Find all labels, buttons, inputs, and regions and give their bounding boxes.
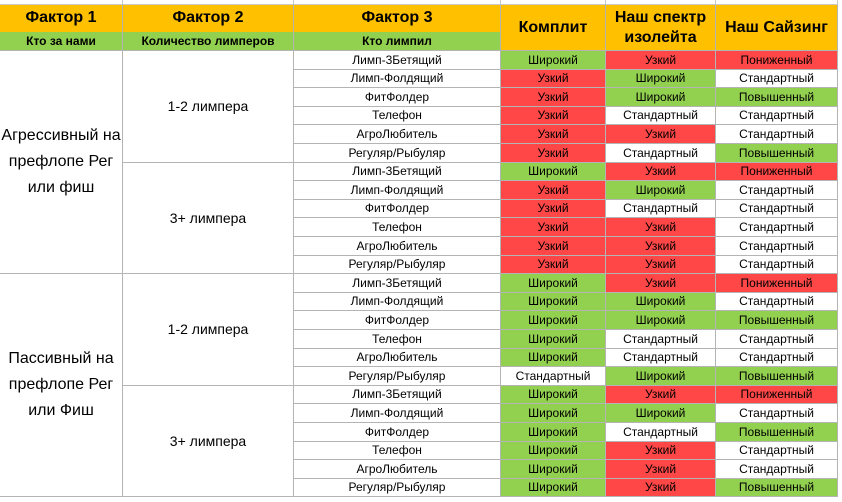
komplit-cell[interactable]: Широкий bbox=[501, 311, 606, 330]
sizing-cell[interactable]: Стандартный bbox=[716, 349, 838, 368]
sizing-cell[interactable]: Стандартный bbox=[716, 256, 838, 275]
factor-3-cell[interactable]: ФитФолдер bbox=[294, 88, 501, 107]
spektr-cell[interactable]: Широкий bbox=[606, 88, 716, 107]
sizing-cell[interactable]: Пониженный bbox=[716, 386, 838, 405]
spektr-cell[interactable]: Узкий bbox=[606, 163, 716, 182]
komplit-cell[interactable]: Широкий bbox=[501, 442, 606, 461]
factor-3-cell[interactable]: Телефон bbox=[294, 330, 501, 349]
komplit-cell[interactable]: Широкий bbox=[501, 404, 606, 423]
komplit-cell[interactable]: Широкий bbox=[501, 386, 606, 405]
factor-3-cell[interactable]: АгроЛюбитель bbox=[294, 460, 501, 479]
header-komplit[interactable]: Комплит bbox=[501, 5, 606, 51]
komplit-cell[interactable]: Узкий bbox=[501, 125, 606, 144]
factor-1-cell[interactable]: Пассивный на префлопе Рег или Фиш bbox=[0, 274, 123, 497]
factor-3-cell[interactable]: Лимп-3Бетящий bbox=[294, 163, 501, 182]
spektr-cell[interactable]: Узкий bbox=[606, 237, 716, 256]
factor-2-cell[interactable]: 3+ лимпера bbox=[123, 163, 294, 275]
factor-3-cell[interactable]: АгроЛюбитель bbox=[294, 125, 501, 144]
spektr-cell[interactable]: Широкий bbox=[606, 70, 716, 89]
factor-3-cell[interactable]: Регуляр/Рыбуляр bbox=[294, 256, 501, 275]
sizing-cell[interactable]: Повышенный bbox=[716, 479, 838, 498]
factor-3-cell[interactable]: Лимп-Фолдящий bbox=[294, 293, 501, 312]
komplit-cell[interactable]: Узкий bbox=[501, 256, 606, 275]
header-factor-1[interactable]: Фактор 1 bbox=[0, 5, 123, 32]
spektr-cell[interactable]: Широкий bbox=[606, 311, 716, 330]
spektr-cell[interactable]: Стандартный bbox=[606, 423, 716, 442]
sizing-cell[interactable]: Пониженный bbox=[716, 163, 838, 182]
header-factor-2[interactable]: Фактор 2 bbox=[123, 5, 294, 32]
spektr-cell[interactable]: Стандартный bbox=[606, 107, 716, 126]
spektr-cell[interactable]: Узкий bbox=[606, 256, 716, 275]
komplit-cell[interactable]: Узкий bbox=[501, 200, 606, 219]
factor-3-cell[interactable]: Лимп-3Бетящий bbox=[294, 386, 501, 405]
factor-3-cell[interactable]: АгроЛюбитель bbox=[294, 237, 501, 256]
factor-3-cell[interactable]: ФитФолдер bbox=[294, 423, 501, 442]
spektr-cell[interactable]: Узкий bbox=[606, 218, 716, 237]
komplit-cell[interactable]: Стандартный bbox=[501, 367, 606, 386]
sizing-cell[interactable]: Пониженный bbox=[716, 274, 838, 293]
factor-3-cell[interactable]: Регуляр/Рыбуляр bbox=[294, 479, 501, 498]
komplit-cell[interactable]: Узкий bbox=[501, 70, 606, 89]
spektr-cell[interactable]: Узкий bbox=[606, 479, 716, 498]
factor-3-cell[interactable]: АгроЛюбитель bbox=[294, 349, 501, 368]
factor-2-cell[interactable]: 3+ лимпера bbox=[123, 386, 294, 498]
factor-3-cell[interactable]: ФитФолдер bbox=[294, 311, 501, 330]
komplit-cell[interactable]: Узкий bbox=[501, 144, 606, 163]
sizing-cell[interactable]: Стандартный bbox=[716, 70, 838, 89]
header-factor-3[interactable]: Фактор 3 bbox=[294, 5, 501, 32]
sizing-cell[interactable]: Повышенный bbox=[716, 144, 838, 163]
komplit-cell[interactable]: Узкий bbox=[501, 88, 606, 107]
sizing-cell[interactable]: Стандартный bbox=[716, 125, 838, 144]
factor-3-cell[interactable]: Лимп-Фолдящий bbox=[294, 404, 501, 423]
komplit-cell[interactable]: Широкий bbox=[501, 423, 606, 442]
komplit-cell[interactable]: Узкий bbox=[501, 107, 606, 126]
sizing-cell[interactable]: Стандартный bbox=[716, 237, 838, 256]
komplit-cell[interactable]: Широкий bbox=[501, 349, 606, 368]
komplit-cell[interactable]: Широкий bbox=[501, 330, 606, 349]
komplit-cell[interactable]: Узкий bbox=[501, 218, 606, 237]
sizing-cell[interactable]: Стандартный bbox=[716, 107, 838, 126]
spektr-cell[interactable]: Узкий bbox=[606, 51, 716, 70]
spektr-cell[interactable]: Узкий bbox=[606, 460, 716, 479]
factor-3-cell[interactable]: Лимп-3Бетящий bbox=[294, 51, 501, 70]
factor-3-cell[interactable]: Регуляр/Рыбуляр bbox=[294, 367, 501, 386]
komplit-cell[interactable]: Узкий bbox=[501, 237, 606, 256]
sizing-cell[interactable]: Стандартный bbox=[716, 181, 838, 200]
header-sizing[interactable]: Наш Сайзинг bbox=[716, 5, 838, 51]
sizing-cell[interactable]: Стандартный bbox=[716, 442, 838, 461]
sizing-cell[interactable]: Стандартный bbox=[716, 293, 838, 312]
spektr-cell[interactable]: Узкий bbox=[606, 274, 716, 293]
sizing-cell[interactable]: Пониженный bbox=[716, 51, 838, 70]
spektr-cell[interactable]: Узкий bbox=[606, 442, 716, 461]
komplit-cell[interactable]: Широкий bbox=[501, 460, 606, 479]
komplit-cell[interactable]: Узкий bbox=[501, 181, 606, 200]
factor-3-cell[interactable]: Лимп-Фолдящий bbox=[294, 70, 501, 89]
sizing-cell[interactable]: Стандартный bbox=[716, 218, 838, 237]
factor-3-cell[interactable]: Телефон bbox=[294, 442, 501, 461]
factor-3-cell[interactable]: ФитФолдер bbox=[294, 200, 501, 219]
subheader-factor-1[interactable]: Кто за нами bbox=[0, 32, 123, 51]
sizing-cell[interactable]: Стандартный bbox=[716, 460, 838, 479]
subheader-factor-2[interactable]: Количество лимперов bbox=[123, 32, 294, 51]
spektr-cell[interactable]: Широкий bbox=[606, 181, 716, 200]
spektr-cell[interactable]: Стандартный bbox=[606, 330, 716, 349]
spektr-cell[interactable]: Узкий bbox=[606, 125, 716, 144]
sizing-cell[interactable]: Стандартный bbox=[716, 200, 838, 219]
factor-2-cell[interactable]: 1-2 лимпера bbox=[123, 274, 294, 386]
spektr-cell[interactable]: Стандартный bbox=[606, 349, 716, 368]
spektr-cell[interactable]: Широкий bbox=[606, 293, 716, 312]
factor-3-cell[interactable]: Телефон bbox=[294, 218, 501, 237]
spektr-cell[interactable]: Стандартный bbox=[606, 144, 716, 163]
komplit-cell[interactable]: Широкий bbox=[501, 51, 606, 70]
sizing-cell[interactable]: Повышенный bbox=[716, 88, 838, 107]
komplit-cell[interactable]: Широкий bbox=[501, 293, 606, 312]
spektr-cell[interactable]: Широкий bbox=[606, 404, 716, 423]
factor-3-cell[interactable]: Телефон bbox=[294, 107, 501, 126]
sizing-cell[interactable]: Стандартный bbox=[716, 404, 838, 423]
header-spektr[interactable]: Наш спектр изолейта bbox=[606, 5, 716, 51]
spektr-cell[interactable]: Стандартный bbox=[606, 200, 716, 219]
sizing-cell[interactable]: Повышенный bbox=[716, 367, 838, 386]
komplit-cell[interactable]: Широкий bbox=[501, 479, 606, 498]
factor-1-cell[interactable]: Агрессивный на префлопе Рег или фиш bbox=[0, 51, 123, 274]
factor-2-cell[interactable]: 1-2 лимпера bbox=[123, 51, 294, 163]
factor-3-cell[interactable]: Лимп-Фолдящий bbox=[294, 181, 501, 200]
factor-3-cell[interactable]: Регуляр/Рыбуляр bbox=[294, 144, 501, 163]
sizing-cell[interactable]: Стандартный bbox=[716, 330, 838, 349]
subheader-factor-3[interactable]: Кто лимпил bbox=[294, 32, 501, 51]
komplit-cell[interactable]: Широкий bbox=[501, 274, 606, 293]
komplit-cell[interactable]: Широкий bbox=[501, 163, 606, 182]
sizing-cell[interactable]: Повышенный bbox=[716, 311, 838, 330]
sizing-cell[interactable]: Повышенный bbox=[716, 423, 838, 442]
spektr-cell[interactable]: Широкий bbox=[606, 367, 716, 386]
factor-3-cell[interactable]: Лимп-3Бетящий bbox=[294, 274, 501, 293]
spektr-cell[interactable]: Узкий bbox=[606, 386, 716, 405]
